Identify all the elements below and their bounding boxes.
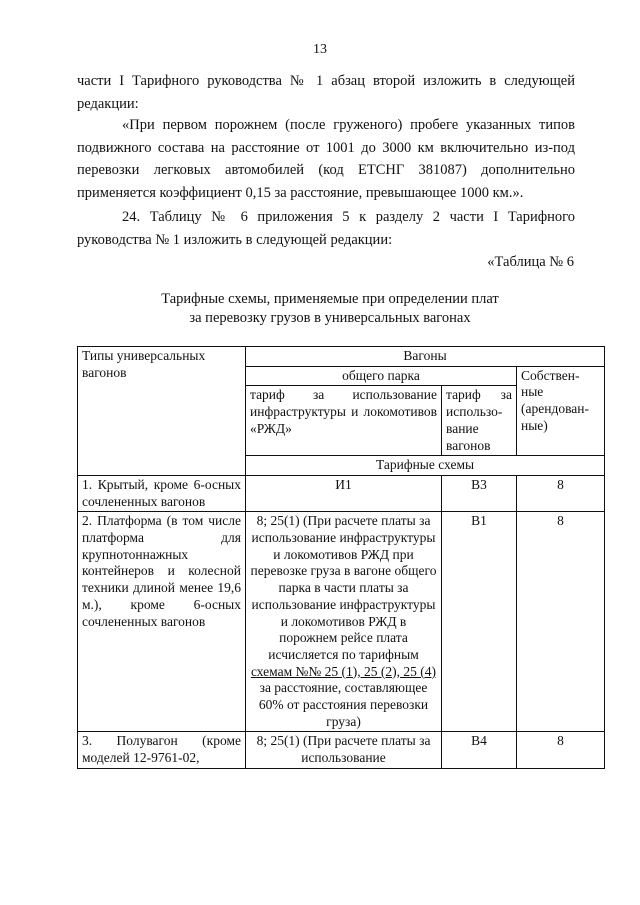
page-number: 13 xyxy=(313,42,327,57)
cell-wagon-scheme: В3 xyxy=(442,475,517,511)
cell-infra-text: 8; 25(1) (При расчете платы за использование инфраструктуры и локомотивов РЖД при перевозке груза в вагоне общего парка в части платы за использование инфраструктуры и локомотивов РЖД в порожнем рейсе плата исчисляется по тарифным xyxy=(250,513,437,662)
text-line: применяется коэффициент 0,15 за расстояние, превышающее 1000 км.». xyxy=(77,184,524,201)
text-line: 24. Таблицу № 6 приложения 5 к разделу 2 части I Тарифного xyxy=(122,209,575,225)
text-line: перевозки легковых автомобилей (код ЕТСНГ 381087) дополнительно xyxy=(77,162,575,178)
table-row xyxy=(78,512,605,732)
header-own-leased: Собствен-ные (арендован-ные) xyxy=(517,366,605,456)
paragraph-quoted-rule xyxy=(77,114,575,204)
table-title-line: Тарифные схемы, применяемые при определении плат xyxy=(161,291,499,307)
text-line: редакции: xyxy=(77,95,139,112)
cell-wagon-scheme: В1 xyxy=(442,512,517,732)
table-row xyxy=(78,732,605,768)
paragraph-amendment-intro xyxy=(77,70,575,115)
tariff-schemes-table xyxy=(77,346,605,769)
text-line: подвижного состава на расстояние от 1001 до 3000 км включительно из-под xyxy=(77,139,575,156)
table-title xyxy=(0,290,640,328)
text-line: руководства № 1 изложить в следующей редакции: xyxy=(77,231,393,248)
table-row xyxy=(78,475,605,511)
paragraph-item-24 xyxy=(77,206,575,251)
header-wagons: Вагоны xyxy=(246,347,605,367)
header-infra-loco-tariff: тариф за использование инфраструктуры и локомотивов «РЖД» xyxy=(246,386,442,456)
header-wagon-types: Типы универсальных вагонов xyxy=(78,347,246,476)
table-title-line: за перевозку грузов в универсальных вагонах xyxy=(189,310,471,326)
cell-infra-scheme: И1 xyxy=(246,475,442,511)
cell-wagon-type: 3. Полувагон (кроме моделей 12-9761-02, xyxy=(78,732,246,768)
table-header-row xyxy=(78,347,605,367)
cell-infra-text-tail: за расстояние, составляющее 60% от расстояния перевозки груза) xyxy=(258,680,429,729)
text-line: «При первом порожнем (после груженого) пробеге указанных типов xyxy=(122,117,575,133)
text-line: части I Тарифного руководства № 1 абзац второй изложить в следующей xyxy=(77,73,575,89)
cell-own-scheme: 8 xyxy=(517,475,605,511)
header-tariff-schemes: Тарифные схемы xyxy=(246,456,605,476)
table-label: «Таблица № 6 xyxy=(487,254,574,270)
cell-wagon-type: 2. Платформа (в том числе платформа для крупнотоннажных контейнеров и колесной техники длиной менее 19,6 м.), кроме 6-осных сочлененных вагонов xyxy=(78,512,246,732)
cell-infra-underlined-schemes: схемам №№ 25 (1), 25 (2), 25 (4) xyxy=(250,663,437,679)
cell-infra-scheme xyxy=(246,512,442,732)
header-public-park: общего парка xyxy=(246,366,517,386)
cell-wagon-scheme: В4 xyxy=(442,732,517,768)
cell-infra-scheme: 8; 25(1) (При расчете платы за использование xyxy=(246,732,442,768)
cell-wagon-type: 1. Крытый, кроме 6-осных сочлененных вагонов xyxy=(78,475,246,511)
header-wagon-use-tariff: тариф за использо-вание вагонов xyxy=(442,386,517,456)
cell-own-scheme: 8 xyxy=(517,732,605,768)
cell-own-scheme: 8 xyxy=(517,512,605,732)
